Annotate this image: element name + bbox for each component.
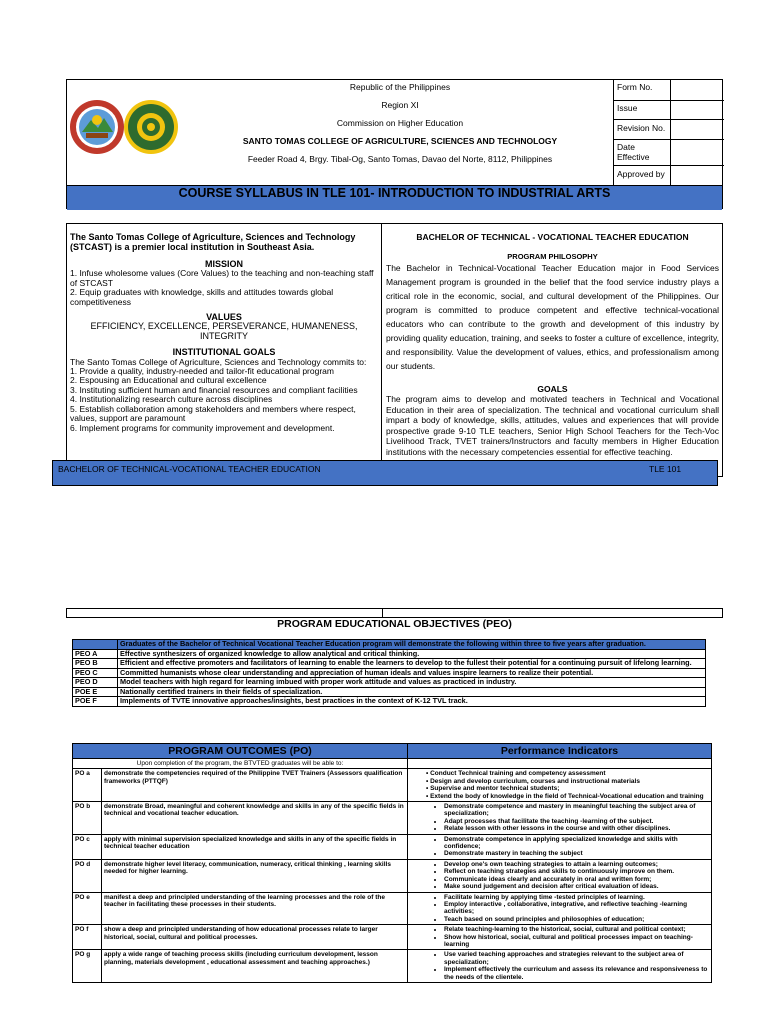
po-row [73, 925, 712, 950]
meta-issue [614, 100, 724, 120]
peo-code: PEO A [73, 649, 118, 659]
meta-value [670, 100, 725, 119]
peo-code: PEO B [73, 659, 118, 669]
indicator-item: • Show how historical, social, cultural and political processes impact on teaching-learning [444, 934, 709, 949]
college-seals [67, 80, 187, 185]
po-description: apply with minimal supervision specialized knowledge and skills in any of the specific fields in technical teacher education [102, 834, 408, 859]
po-row [73, 950, 712, 983]
indicator-item: • Communicate ideas clearly and accurately in oral and written form; [444, 876, 709, 883]
peo-code: PEO D [73, 678, 118, 688]
goal-item: 5. Establish collaboration among stakeholders and members where respect, values, support are paramount [70, 403, 356, 424]
meta-form-no [614, 80, 724, 101]
indicators-title: Performance Indicators [408, 744, 712, 759]
peo-text: Efficient and effective promoters and facilitators of learning to enable the learners to develop to the fullest their potential for a continuing pursuit of lifelong learning. [118, 659, 706, 669]
po-indicators [408, 950, 712, 983]
meta-value [670, 165, 725, 185]
program-bar [52, 460, 718, 486]
meta-value [670, 139, 725, 165]
peo-row [73, 659, 706, 669]
college-name: SANTO TOMAS COLLEGE OF AGRICULTURE, SCIENCES AND TECHNOLOGY [242, 136, 558, 146]
goals-heading: GOALS [537, 384, 568, 394]
values-heading: VALUES [206, 312, 242, 323]
mission-heading: MISSION [204, 259, 243, 269]
indicator-item: • Conduct Technical training and competency assessment [426, 770, 606, 778]
indicator-item: • Use varied teaching approaches and strategies relevant to the subject area of specialization; [444, 951, 709, 966]
po-code: PO g [73, 950, 102, 983]
po-table [72, 743, 712, 983]
po-intro: Upon completion of the program, the BTVTED graduates will be able to: [73, 759, 408, 769]
po-code: PO c [73, 834, 102, 859]
indicator-item: • Teach based on sound principles and philosophies of education; [444, 916, 709, 923]
meta-label: Approved by [617, 169, 665, 179]
mission-item: 2. Equip graduates with knowledge, skills and attitudes towards global competitiveness [70, 287, 334, 307]
po-indicators [408, 859, 712, 892]
commission-line: Commission on Higher Education [336, 118, 464, 128]
po-row [73, 769, 712, 802]
peo-header-text: Graduates of the Bachelor of Technical Vocational Teacher Education program will demonstrate the following within three to five years after graduation. [118, 640, 706, 650]
indicator-item: • Employ interactive , collaborative, integrative, and reflective teaching -learning activities; [444, 901, 709, 916]
po-title: PROGRAM OUTCOMES (PO) [73, 744, 408, 759]
philosophy-text: The Bachelor in Technical-Vocational Teacher Education major in Food Services Management program is grounded in the belief that the food service industry plays a critical role in the economic, social, and cultural development of the Philippines. Our program is committed to produce competent and effective technical-vocational educators who can contribute to the growth and development of this industry by providing quality education, training, and seeks to foster a culture of excellence, integrity, and responsibility. Value the development of values, ethics, and professionalism among our students. [386, 263, 719, 371]
po-row [73, 834, 712, 859]
program-column [383, 224, 722, 476]
college-address: Feeder Road 4, Brgy. Tibal-Og, Santo Tomas, Davao del Norte, 8112, Philippines [247, 154, 553, 164]
meta-label: Form No. [617, 82, 653, 92]
peo-text: Effective synthesizers of organized knowledge to allow analytical and critical thinking. [118, 649, 706, 659]
vision-statement: The Santo Tomas College of Agriculture, Sciences and Technology (STCAST) is a premier local institution in Southeast Asia. [70, 232, 356, 252]
indicator-item: • Adapt processes that facilitate the teaching -learning of the subject. [444, 818, 709, 825]
values-text: EFFICIENCY, EXCELLENCE, PERSEVERANCE, HUMANENESS, INTEGRITY [90, 321, 358, 341]
indicator-item: • Extend the body of knowledge in the field of Technical-Vocational education and training [426, 792, 704, 800]
indicator-item: • Facilitate learning by applying time -tested principles of learning. [444, 894, 709, 901]
po-row [73, 802, 712, 835]
goals-intro: The Santo Tomas College of Agriculture, Sciences and Technology commits to: [70, 356, 367, 367]
logo-area [67, 80, 187, 185]
po-row [73, 892, 712, 925]
meta-approved-by [614, 165, 724, 185]
indicator-item: • Relate lesson with other lessons in the course and with other disciplines. [444, 825, 709, 832]
philosophy-heading: PROGRAM PHILOSOPHY [507, 252, 598, 261]
peo-text: Committed humanists whose clear understanding and appreciation of human ideals and values inspire learners to realize their potential. [118, 668, 706, 678]
institutional-goals-heading: INSTITUTIONAL GOALS [172, 347, 276, 358]
po-description: apply a wide range of teaching process skills (including curriculum development, lesson planning, materials development , educational assessment and teaching approaches.) [102, 950, 408, 983]
course-title: COURSE SYLLABUS IN TLE 101- INTRODUCTION TO INDUSTRIAL ARTS [178, 186, 611, 200]
peo-row [73, 678, 706, 688]
meta-revision [614, 119, 724, 140]
stcast-seal [70, 100, 124, 154]
meta-label: Issue [617, 103, 638, 113]
indicator-item: • Relate teaching-learning to the historical, social, cultural and political context; [444, 926, 709, 933]
peo-table [72, 639, 706, 707]
goal-item: 2. Espousing an Educational and cultural excellence [70, 375, 267, 386]
meta-date-effective [614, 139, 724, 166]
course-title-bar [67, 185, 722, 210]
po-intro-blank [408, 759, 712, 769]
program-name: BACHELOR OF TECHNICAL-VOCATIONAL TEACHER EDUCATION [58, 464, 321, 474]
republic-line: Republic of the Philippines [349, 82, 451, 92]
indicator-item: • Design and develop curriculum, courses and instructional materials [426, 777, 640, 785]
indicator-item: • Reflect on teaching strategies and skills to continuously improve on them. [444, 868, 709, 875]
peo-code: POE E [73, 687, 118, 697]
po-code: PO d [73, 859, 102, 892]
po-indicators [408, 802, 712, 835]
po-code: PO e [73, 892, 102, 925]
po-intro-row [73, 759, 712, 769]
po-description: show a deep and principled understanding of how educational processes relate to larger historical, social, cultural and political processes. [102, 925, 408, 950]
peo-title: PROGRAM EDUCATIONAL OBJECTIVES (PEO) [277, 618, 512, 630]
meta-value [670, 80, 725, 100]
government-seal [124, 100, 178, 154]
peo-header-code [73, 640, 118, 650]
po-row [73, 859, 712, 892]
peo-text: Nationally certified trainers in their fields of specialization. [118, 687, 706, 697]
region-line: Region XI [381, 100, 419, 110]
indicator-item: • Make sound judgement and decision after critical evaluation of ideas. [444, 883, 709, 890]
peo-divider [66, 608, 723, 618]
po-indicators [408, 769, 712, 802]
goal-item: 6. Implement programs for community improvement and development. [70, 422, 335, 433]
program-heading: BACHELOR OF TECHNICAL - VOCATIONAL TEACHER EDUCATION [416, 232, 689, 242]
goals-text: The program aims to develop and motivated teachers in Technical and Vocational Education in their area of specialization. The technical and vocational curriculum shall impart a body of knowledge, skills, attitudes, values and experiences that will provide prospective grade 9-10 TLE teachers, Senior High School Teachers for the Tech-Voc Livelihood Track, TVET trainers/Instructors and faculty members in Higher Education institutions with the necessary competencies essential for effective teaching. [386, 394, 719, 457]
po-description: demonstrate the competencies required of the Philippine TVET Trainers (Assessors qualification frameworks (PTTQF) [102, 769, 408, 802]
peo-text: Implements of TVTE innovative approaches/insights, best practices in the context of K-12 TVL track. [118, 697, 706, 707]
form-metadata [613, 80, 724, 185]
indicator-item: • Demonstrate competence and mastery in meaningful teaching the subject area of specialization; [444, 803, 709, 818]
peo-text: Model teachers with high regard for learning imbued with proper work attitude and values as practiced in industry. [118, 678, 706, 688]
indicator-item: • Develop one's own teaching strategies to attain a learning outcomes; [444, 861, 709, 868]
po-indicators [408, 925, 712, 950]
meta-label: Revision No. [617, 123, 666, 133]
po-code: PO b [73, 802, 102, 835]
goal-item: 1. Provide a quality, industry-needed and tailor-fit educational program [70, 366, 334, 377]
peo-code: POE F [73, 697, 118, 707]
po-description: manifest a deep and principled understanding of the learning processes and the role of the teacher in facilitating these processes in their students. [102, 892, 408, 925]
peo-code: PEO C [73, 668, 118, 678]
course-code: TLE 101 [649, 464, 682, 474]
goal-item: 4. Institutionalizing research culture across disciplines [70, 394, 273, 405]
meta-value [670, 119, 725, 139]
po-indicators [408, 834, 712, 859]
indicator-item: • Supervise and mentor technical students; [426, 785, 560, 793]
po-description: demonstrate Broad, meaningful and coherent knowledge and skills in any of the specific fields in technical and vocational teacher education. [102, 802, 408, 835]
goal-item: 3. Instituting sufficient human and financial resources and compliant facilities [70, 384, 358, 395]
indicator-item: • Demonstrate competence in applying specialized knowledge and skills with confidence; [444, 836, 709, 851]
meta-label: Date Effective [617, 142, 650, 162]
peo-row [73, 697, 706, 707]
po-header-row [73, 744, 712, 759]
vision-mission-box [66, 223, 723, 477]
indicator-item: • Implement effectively the curriculum and assess its relevance and responsiveness to the needs of the clientele. [444, 966, 709, 981]
po-code: PO f [73, 925, 102, 950]
po-description: demonstrate higher level literacy, communication, numeracy, critical thinking , learning skills needed for higher learning. [102, 859, 408, 892]
po-indicators [408, 892, 712, 925]
po-code: PO a [73, 769, 102, 802]
peo-header-row [73, 640, 706, 650]
indicator-item: • Demonstrate mastery in teaching the subject [444, 850, 709, 857]
syllabus-header [66, 79, 723, 209]
header-center [187, 80, 613, 185]
mission-item: 1. Infuse wholesome values (Core Values) to the teaching and non-teaching staff of STCAST [70, 268, 374, 288]
institution-column [67, 224, 382, 476]
